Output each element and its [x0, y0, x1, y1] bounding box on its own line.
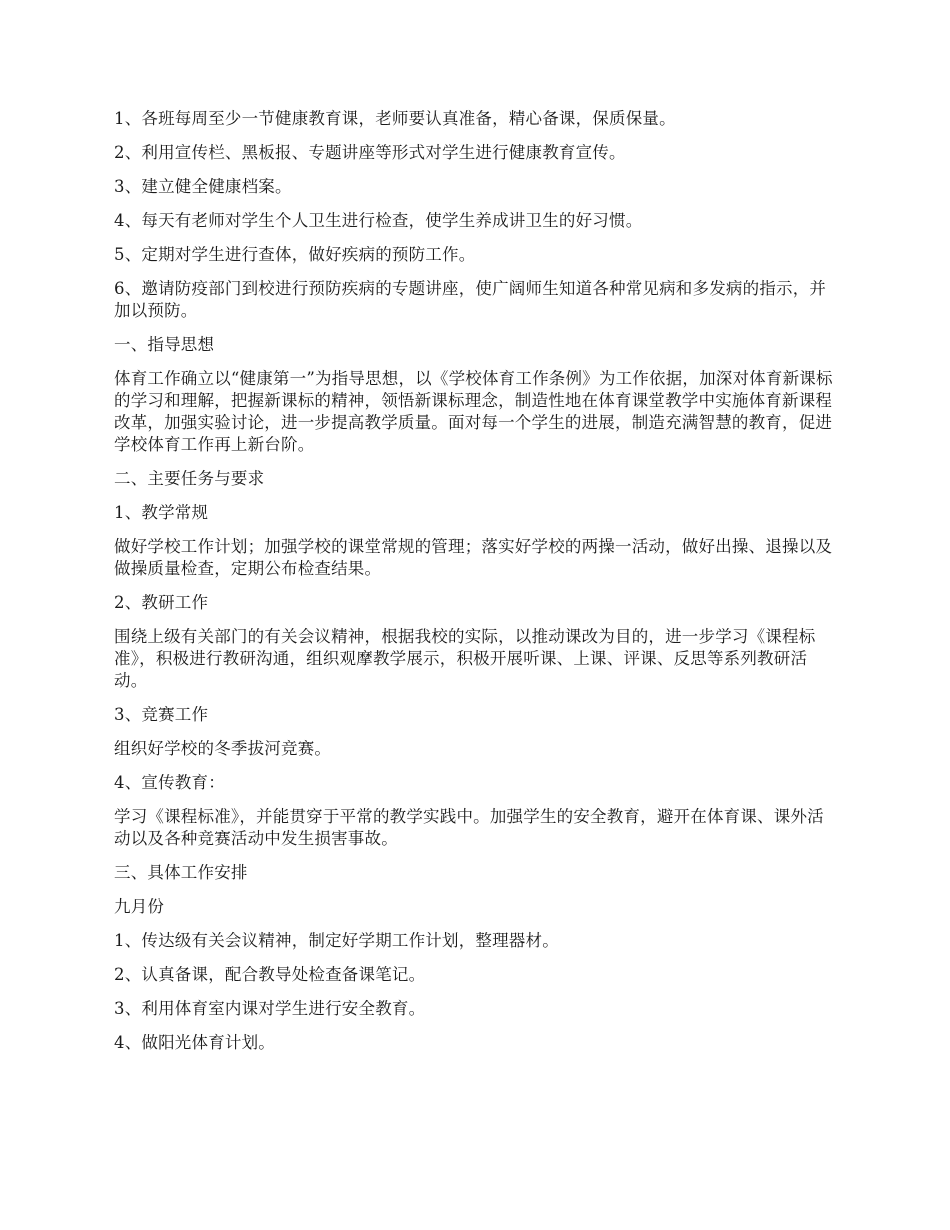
paragraph-competition-work: 组织好学校的冬季拔河竞赛。	[114, 739, 332, 758]
paragraph-physical-exam: 5、定期对学生进行查体，做好疾病的预防工作。	[114, 245, 476, 264]
paragraph-hygiene-check: 4、每天有老师对学生个人卫生进行检查，使学生养成讲卫生的好习惯。	[114, 211, 643, 230]
paragraph-september-item-3: 3、利用体育室内课对学生进行安全教育。	[114, 999, 426, 1018]
paragraph-teaching-routine: 做好学校工作计划；加强学校的课堂常规的管理；落实好学校的两操一活动，做好出操、退操以及做操质量检查，定期公布检查结果。	[114, 537, 833, 578]
paragraph-guiding-ideology: 体育工作确立以“健康第一”为指导思想，以《学校体育工作条例》为工作依据，加深对体育新课标的学习和理解，把握新课标的精神，领悟新课标理念，制造性地在体育课堂教学中实施体育新课程改革，加强实验讨论，进一步提高教学质量。面对每一个学生的进展，制造充满智慧的教育，促进学校体育工作再上新台阶。	[114, 369, 833, 454]
heading-main-tasks: 二、主要任务与要求	[114, 469, 265, 488]
paragraph-september-item-1: 1、传达级有关会议精神，制定好学期工作计划，整理器材。	[114, 931, 559, 950]
subheading-competition-work: 3、竞赛工作	[114, 705, 209, 724]
document-page	[114, 108, 836, 1066]
paragraph-research-work: 围绕上级有关部门的有关会议精神，根据我校的实际，以推动课改为目的，进一步学习《课程标准》，积极进行教研沟通，组织观摩教学展示，积极开展听课、上课、评课、反思等系列教研活动。	[114, 627, 816, 690]
subheading-september: 九月份	[114, 897, 165, 916]
paragraph-publicity-education: 学习《课程标准》，并能贯穿于平常的教学实践中。加强学生的安全教育，避开在体育课、课外活动以及各种竞赛活动中发生损害事故。	[114, 807, 824, 848]
paragraph-health-records: 3、建立健全健康档案。	[114, 177, 292, 196]
paragraph-september-item-4: 4、做阳光体育计划。	[114, 1033, 275, 1052]
subheading-research-work: 2、教研工作	[114, 593, 209, 612]
heading-guiding-ideology: 一、指导思想	[114, 335, 215, 354]
subheading-teaching-routine: 1、教学常规	[114, 503, 209, 522]
paragraph-health-class: 1、各班每周至少一节健康教育课，老师要认真准备，精心备课，保质保量。	[114, 109, 676, 128]
heading-work-arrangement: 三、具体工作安排	[114, 863, 248, 882]
paragraph-publicity: 2、利用宣传栏、黑板报、专题讲座等形式对学生进行健康教育宣传。	[114, 143, 626, 162]
paragraph-epidemic-lecture: 6、邀请防疫部门到校进行预防疾病的专题讲座，使广阔师生知道各种常见病和多发病的指示，并加以预防。	[114, 279, 827, 320]
paragraph-september-item-2: 2、认真备课，配合教导处检查备课笔记。	[114, 965, 426, 984]
subheading-publicity-education: 4、宣传教育：	[114, 773, 225, 792]
